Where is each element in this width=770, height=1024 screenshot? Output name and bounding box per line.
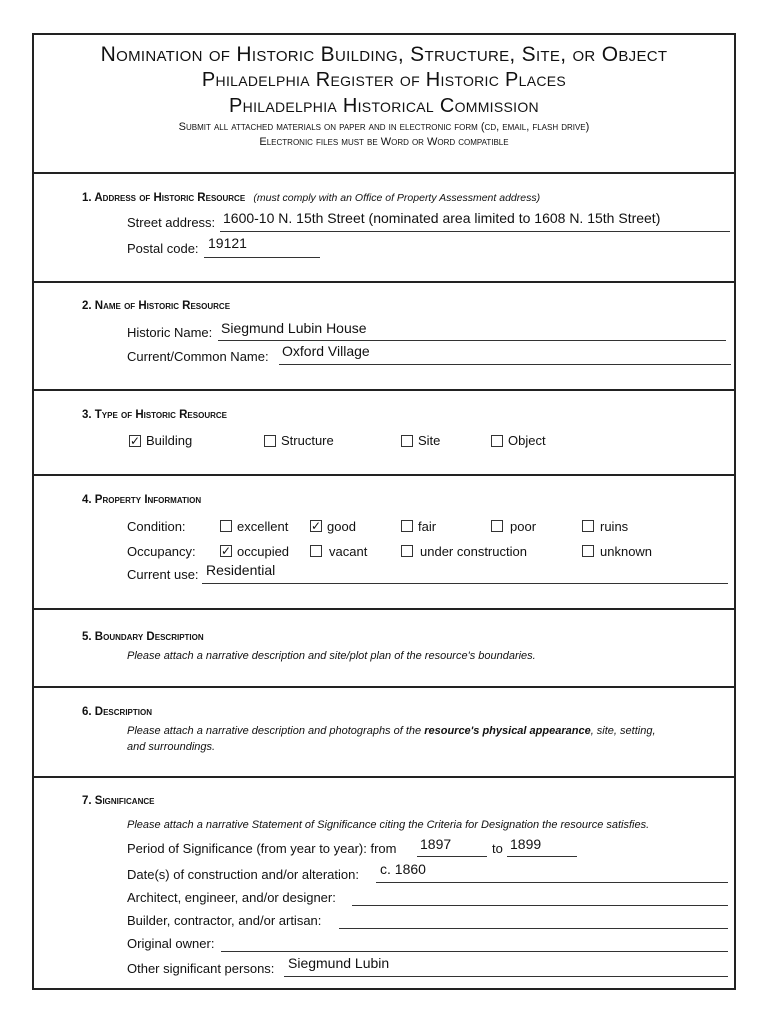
other-persons-field[interactable]: Siegmund Lubin	[288, 955, 390, 971]
submit-instructions: Submit all attached materials on paper and in electronic form (cd, email, flash drive)	[178, 121, 590, 133]
section-divider	[34, 686, 734, 688]
original-owner-label: Original owner:	[127, 936, 215, 951]
section-2-heading: 2. Name of Historic Resource	[82, 300, 231, 312]
current-use-label: Current use:	[127, 567, 199, 582]
current-use-field[interactable]: Residential	[206, 562, 276, 578]
good-checkbox[interactable]: ✓	[311, 519, 322, 533]
building-checkbox[interactable]: ✓	[130, 434, 141, 448]
structure-label: Structure	[281, 433, 334, 448]
common-name-field[interactable]: Oxford Village	[282, 343, 370, 359]
occupancy-label: Occupancy:	[127, 544, 196, 559]
object-label: Object	[508, 433, 546, 448]
section-7-heading: 7. Significance	[82, 795, 155, 807]
construction-dates-line	[376, 882, 728, 883]
section-1-note: (must comply with an Office of Property Assessment address)	[253, 192, 541, 204]
under-construction-label: under construction	[420, 544, 527, 559]
common-name-line	[279, 364, 731, 365]
object-checkbox[interactable]	[491, 435, 503, 447]
period-to-line	[507, 856, 577, 857]
vacant-checkbox[interactable]	[310, 545, 322, 557]
commission-title: Philadelphia Historical Commission	[229, 95, 539, 117]
section-divider	[34, 776, 734, 778]
section-5-heading: 5. Boundary Description	[82, 631, 204, 643]
section-6-heading: 6. Description	[82, 706, 152, 718]
period-to-field[interactable]: 1899	[510, 836, 542, 852]
section-divider	[34, 389, 734, 391]
building-label: Building	[146, 433, 193, 448]
section-1-heading: 1. Address of Historic Resource (must comply with an Office of Property Assessment address)	[82, 192, 541, 204]
section-divider	[34, 281, 734, 283]
period-from-field[interactable]: 1897	[420, 836, 452, 852]
site-label: Site	[418, 433, 441, 448]
structure-checkbox[interactable]	[264, 435, 276, 447]
period-label: Period of Significance (from year to year): from	[127, 841, 397, 856]
street-address-label: Street address:	[127, 215, 216, 230]
boundary-instructions: Please attach a narrative description and site/plot plan of the resource's boundaries.	[127, 650, 536, 662]
excellent-label: excellent	[237, 519, 289, 534]
site-checkbox[interactable]	[401, 435, 413, 447]
period-from-line	[417, 856, 487, 857]
historic-name-field[interactable]: Siegmund Lubin House	[221, 320, 367, 336]
under-construction-checkbox[interactable]	[401, 545, 413, 557]
street-address-field[interactable]: 1600-10 N. 15th Street (nominated area limited to 1608 N. 15th Street)	[223, 210, 661, 226]
description-instructions: Please attach a narrative description and photographs of the resource's physical appearance, site, setting,	[127, 725, 656, 737]
section-divider	[34, 172, 734, 174]
unknown-checkbox[interactable]	[582, 545, 594, 557]
historic-name-line	[218, 340, 726, 341]
poor-label: poor	[510, 519, 537, 534]
construction-dates-label: Date(s) of construction and/or alteration:	[127, 867, 359, 882]
section-3-heading: 3. Type of Historic Resource	[82, 409, 227, 421]
fair-checkbox[interactable]	[401, 520, 413, 532]
vacant-label: vacant	[329, 544, 368, 559]
common-name-label: Current/Common Name:	[127, 349, 269, 364]
architect-line	[352, 905, 728, 906]
unknown-label: unknown	[600, 544, 653, 559]
file-format-instructions: Electronic files must be Word or Word compatible	[259, 136, 509, 148]
current-use-line	[202, 583, 728, 584]
postal-code-label: Postal code:	[127, 241, 199, 256]
significance-instructions: Please attach a narrative Statement of Significance citing the Criteria for Designation the resource satisfies.	[127, 819, 650, 831]
description-instructions-cont: and surroundings.	[127, 741, 216, 753]
builder-label: Builder, contractor, and/or artisan:	[127, 913, 322, 928]
section-4-heading: 4. Property Information	[82, 494, 202, 506]
section-divider	[34, 474, 734, 476]
original-owner-line	[221, 951, 728, 952]
construction-dates-field[interactable]: c. 1860	[380, 861, 426, 877]
good-label: good	[327, 519, 356, 534]
other-persons-label: Other significant persons:	[127, 961, 275, 976]
other-persons-line	[284, 976, 728, 977]
occupied-label: occupied	[237, 544, 290, 559]
ruins-checkbox[interactable]	[582, 520, 594, 532]
period-to-label: to	[492, 841, 503, 856]
condition-label: Condition:	[127, 519, 186, 534]
builder-line	[339, 928, 728, 929]
postal-code-field[interactable]: 19121	[208, 235, 247, 251]
section-divider	[34, 608, 734, 610]
form-title: Nomination of Historic Building, Structure, Site, or Object	[100, 43, 668, 66]
postal-code-line	[204, 257, 320, 258]
occupied-checkbox[interactable]: ✓	[221, 544, 232, 558]
register-title: Philadelphia Register of Historic Places	[201, 69, 567, 91]
nomination-form	[32, 33, 736, 990]
ruins-label: ruins	[600, 519, 629, 534]
fair-label: fair	[418, 519, 437, 534]
excellent-checkbox[interactable]	[220, 520, 232, 532]
street-address-line	[220, 231, 730, 232]
historic-name-label: Historic Name:	[127, 325, 213, 340]
poor-checkbox[interactable]	[491, 520, 503, 532]
architect-label: Architect, engineer, and/or designer:	[127, 890, 336, 905]
